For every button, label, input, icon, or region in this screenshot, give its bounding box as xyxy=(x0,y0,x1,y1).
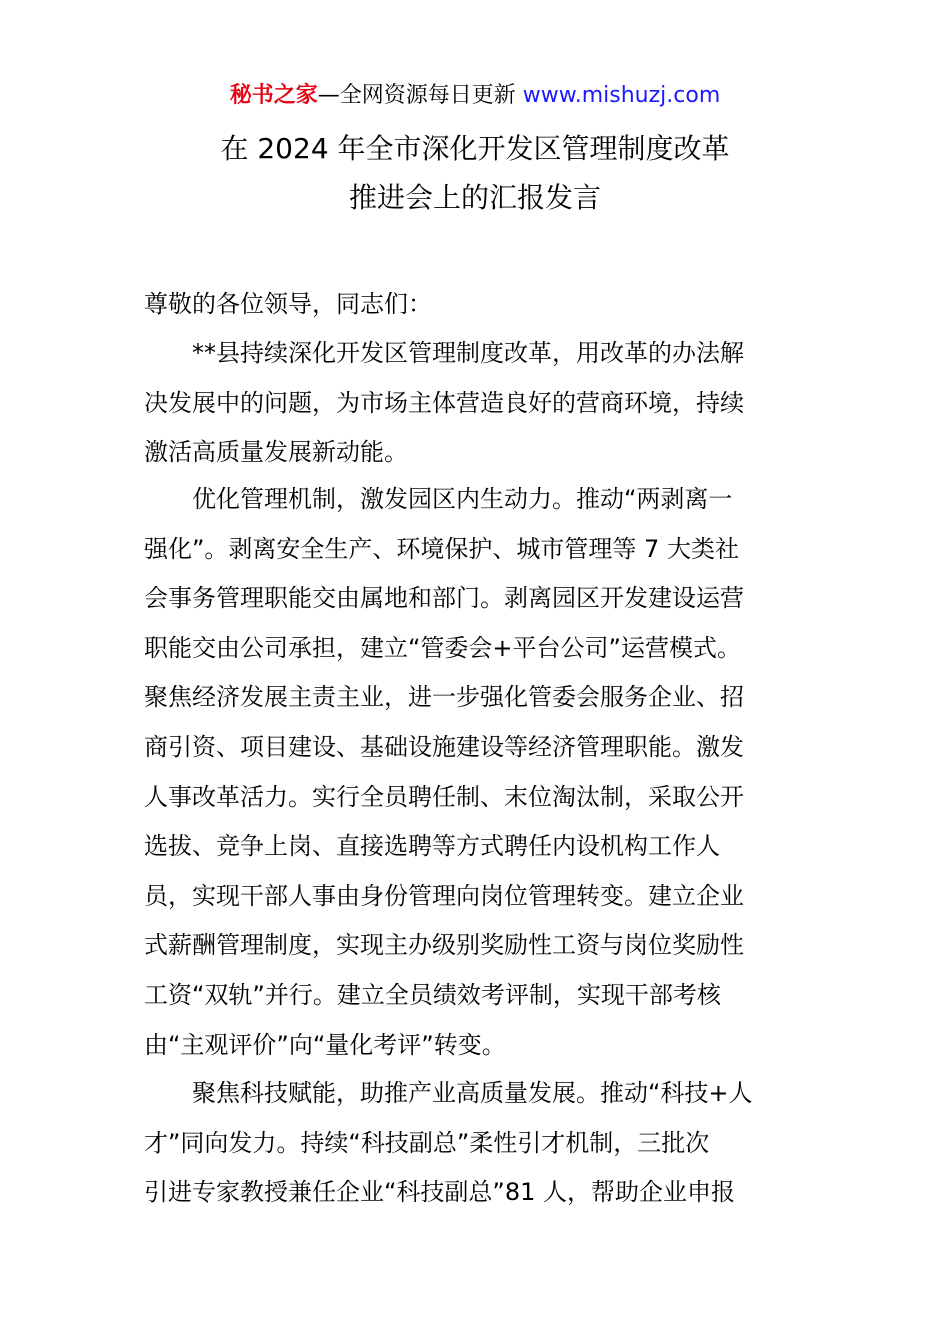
paragraph-line: 工资“双轨”并行。建立全员绩效考评制，实现干部考核 xyxy=(144,980,721,1009)
document-title-line-2: 推进会上的汇报发言 xyxy=(348,181,601,214)
paragraph-line: 优化管理机制，激发园区内生动力。推动“两剥离一 xyxy=(144,485,733,513)
paragraph-1 xyxy=(144,329,814,478)
paragraph-line: 决发展中的问题，为市场主体营造良好的营商环境，持续 xyxy=(144,388,744,417)
paragraph-line: 由“主观评价”向“量化考评”转变。 xyxy=(144,1030,506,1059)
brand-name: 秘书之家 xyxy=(229,83,318,108)
site-header xyxy=(0,80,950,112)
paragraph-3 xyxy=(144,1069,814,1218)
paragraph-line: 激活高质量发展新动能。 xyxy=(144,438,408,467)
paragraph-line: 员，实现干部人事由身份管理向岗位管理转变。建立企业 xyxy=(144,881,744,910)
paragraph-line: 聚焦经济发展主责主业，进一步强化管委会服务企业、招 xyxy=(144,683,744,712)
paragraph-line: 聚焦科技赋能，助推产业高质量发展。推动“科技+人 xyxy=(144,1079,753,1107)
paragraph-line: **县持续深化开发区管理制度改革，用改革的办法解 xyxy=(144,339,744,367)
paragraph-line: 职能交由公司承担，建立“管委会+平台公司”运营模式。 xyxy=(144,633,741,662)
site-url-link[interactable]: www.mishuzj.com xyxy=(522,83,721,108)
header-tagline: —全网资源每日更新 xyxy=(317,83,523,108)
paragraph-line: 引进专家教授兼任企业“科技副总”81 人，帮助企业申报 xyxy=(144,1178,736,1207)
paragraph-line: 强化”。剥离安全生产、环境保护、城市管理等 7 大类社 xyxy=(144,534,739,563)
salutation xyxy=(144,280,814,330)
paragraph-2 xyxy=(144,475,814,1070)
document-title-line-1: 在 2024 年全市深化开发区管理制度改革 xyxy=(220,132,730,165)
paragraph-line: 选拔、竞争上岗、直接选聘等方式聘任内设机构工作人 xyxy=(144,832,720,861)
paragraph-line: 才”同向发力。持续“科技副总”柔性引才机制，三批次 xyxy=(144,1128,710,1157)
salutation-text: 尊敬的各位领导，同志们： xyxy=(144,290,432,318)
paragraph-line: 式薪酬管理制度，实现主办级别奖励性工资与岗位奖励性 xyxy=(144,931,744,960)
paragraph-line: 商引资、项目建设、基础设施建设等经济管理职能。激发 xyxy=(144,732,744,761)
paragraph-line: 会事务管理职能交由属地和部门。剥离园区开发建设运营 xyxy=(144,584,744,613)
paragraph-line: 人事改革活力。实行全员聘任制、末位淘汰制，采取公开 xyxy=(144,782,744,811)
